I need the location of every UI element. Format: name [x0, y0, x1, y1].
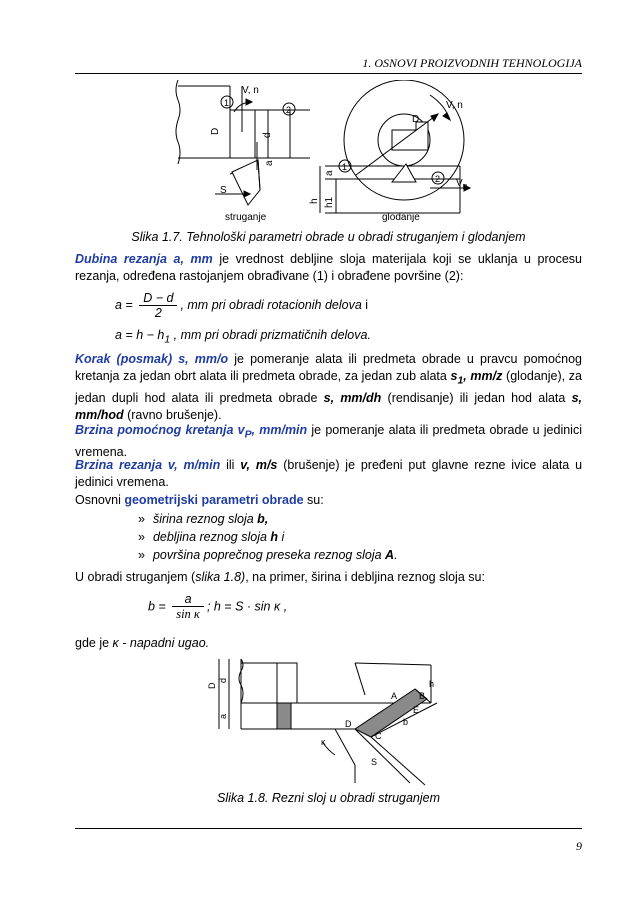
paragraph-brzina-rezanja: Brzina rezanja v, m/min ili v, m/s (brušenje) je pređeni put glavne rezne ivice alata u jedinici vremena.: [75, 458, 583, 489]
label-a-right: a: [324, 170, 335, 176]
label-vn-right: V, n: [446, 100, 463, 111]
label-b: b: [403, 717, 409, 727]
label-h1: h1: [324, 196, 335, 208]
bullet-debljina: » debljina reznog sloja h i: [138, 530, 285, 544]
page-number: 9: [576, 839, 582, 853]
label-E: E: [413, 705, 420, 715]
figure-1-7-caption: Slika 1.7. Tehnološki parametri obrade u obradi struganjem i glodanjem: [131, 230, 526, 244]
paragraph-struganje-primer: U obradi struganjem (slika 1.8), na primer, širina i debljina reznog sloja su:: [75, 570, 485, 584]
label-D: D: [210, 127, 221, 135]
label-2: 2: [286, 105, 292, 115]
label-a: a: [218, 713, 228, 719]
footer-rule: [75, 828, 582, 829]
formula-b-h: b = $\frac{a}{\text{sin κ}}$ ; h = S · sin κ ,: [148, 592, 288, 621]
label-S: S: [220, 185, 227, 196]
turning-diagram: [176, 80, 310, 205]
label-h: h: [429, 679, 435, 689]
figure-1-8-caption: Slika 1.8. Rezni sloj u obradi struganjem: [216, 791, 441, 805]
paragraph-napadni-ugao: gde je κ - napadni ugao.: [75, 636, 210, 650]
label-vn: V, n: [242, 85, 259, 96]
label-D: D: [207, 682, 217, 689]
formula-a-prismatic: $a = h - h_1$ , mm pri obradi prizmatičnih delova.: [115, 328, 371, 346]
label-C: C: [375, 731, 382, 741]
label-h: h: [309, 198, 320, 204]
paragraph-geometrijski: Osnovni geometrijski parametri obrade su:: [75, 493, 324, 507]
label-vp: $V_P$: [456, 178, 468, 191]
label-2-right: 2: [435, 174, 441, 184]
label-D-right: D: [412, 114, 420, 125]
label-a: a: [264, 160, 275, 166]
label-S: S: [371, 757, 378, 767]
running-header: 1. OSNOVI PROIZVODNIH TEHNOLOGIJA: [362, 56, 582, 70]
label-A: A: [391, 691, 398, 701]
paragraph-brzina-pomocnog: Brzina pomoćnog kretanja $v_P$, mm/min je pomeranje alata ili predmeta obrade u jedinici vremena.: [75, 423, 582, 459]
label-B: B: [419, 691, 426, 701]
label-d: d: [262, 132, 273, 138]
paragraph-dubina-rezanja: Dubina rezanja a, mm je vrednost debljine sloja materijala koji se uklanja u procesu rezanja, određena rastojanjem obrađivane (1) i obrađene površine (2):: [75, 252, 582, 283]
label-1: 1: [224, 98, 230, 108]
sublabel-struganje: struganje: [225, 212, 267, 223]
figure-1-7: [160, 80, 480, 226]
sublabel-glodanje: glodanje: [382, 212, 420, 223]
header-rule: [75, 73, 582, 74]
label-kappa: κ: [321, 737, 326, 747]
paragraph-korak: Korak (posmak) s, mm/o je pomeranje alata ili predmeta obrade u pravcu pomoćnog kretanja za jedan obrt alata ili predmeta obrade, za jedan zub alata $s_1$, mm/z (glodanje), za jedan dupli hod alata ili predmeta obrade s, mm/dh (rendisanje) ili jedan hod alata s, mm/hod (ravno brušenje).: [75, 352, 583, 422]
label-D-point: D: [345, 719, 352, 729]
label-1-right: 1: [342, 162, 348, 172]
figure-1-8: [205, 655, 445, 787]
bullet-povrsina: » površina poprečnog preseka reznog sloja A.: [138, 548, 398, 562]
bullet-sirina: » širina reznog sloja b,: [138, 512, 269, 526]
label-d: d: [218, 677, 228, 683]
formula-a-rotational: a = $\frac{D - d}{2}$ , mm pri obradi rotacionih delova i: [115, 291, 369, 320]
